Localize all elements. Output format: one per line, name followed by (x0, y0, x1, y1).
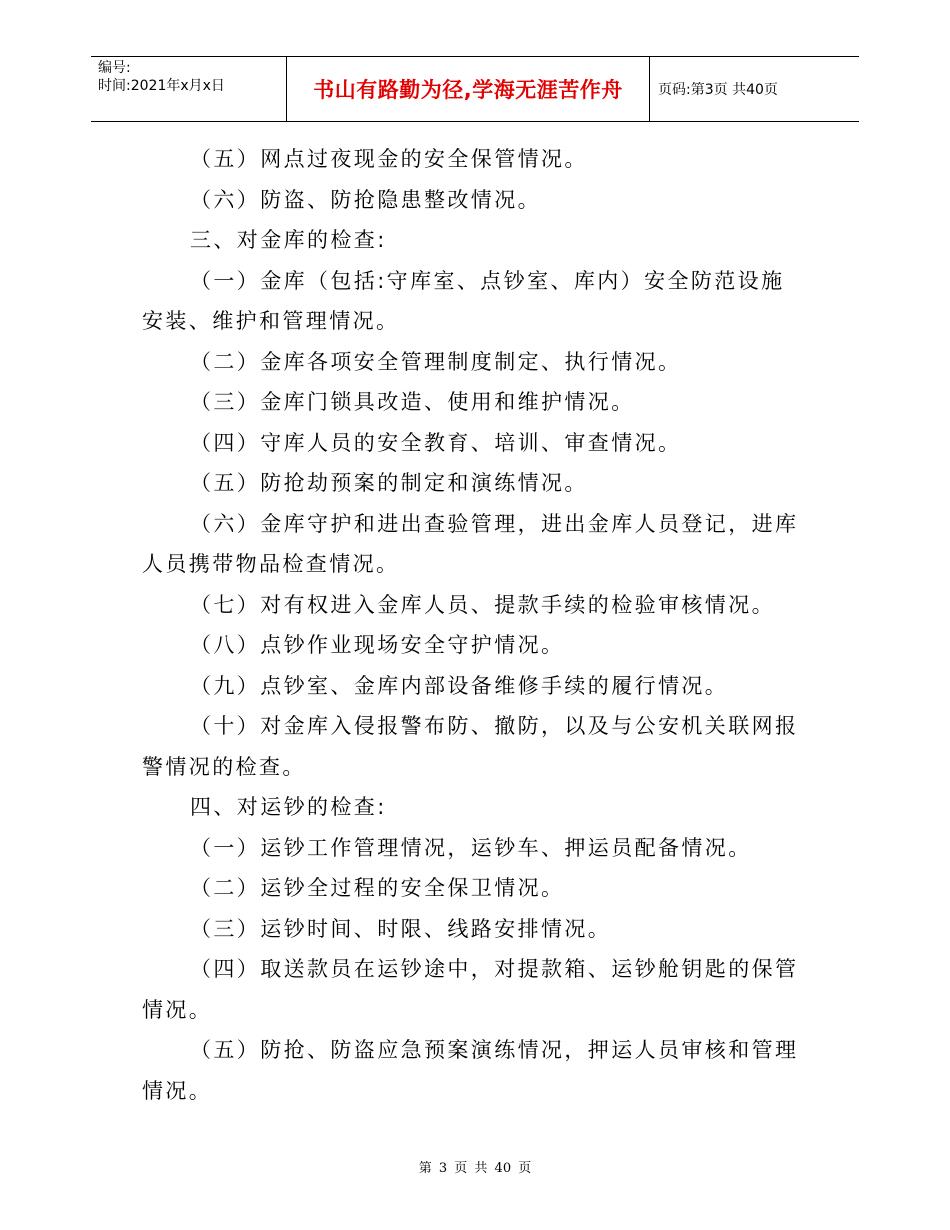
document-date: 时间:2021年x月x日 (98, 78, 225, 94)
body-line: （一）运钞工作管理情况，运钞车、押运员配备情况。 (190, 835, 752, 860)
body-line: （二）运钞全过程的安全保卫情况。 (190, 876, 565, 900)
body-line: （六）金库守护和进出查验管理，进出金库人员登记，进库 (190, 511, 799, 536)
body-line: （九）点钞室、金库内部设备维修手续的履行情况。 (190, 673, 729, 698)
section-heading: 三、对金库的检查: (190, 228, 387, 252)
body-line: （五）防抢、防盗应急预案演练情况，押运人员审核和管理 (190, 1038, 799, 1062)
body-line: （五）防抢劫预案的制定和演练情况。 (190, 471, 588, 495)
body-line: 安装、维护和管理情况。 (142, 309, 400, 333)
body-line: （三）运钞时间、时限、线路安排情况。 (190, 916, 612, 941)
body-line: （八）点钞作业现场安全守护情况。 (190, 633, 565, 657)
body-line: （二）金库各项安全管理制度制定、执行情况。 (190, 349, 682, 374)
section-heading: 四、对运钞的检查: (190, 795, 387, 819)
page-footer: 第 3 页 共 40 页 (418, 1161, 532, 1176)
body-line: （三）金库门锁具改造、使用和维护情况。 (190, 390, 635, 414)
body-line: （六）防盗、防抢隐患整改情况。 (190, 187, 541, 212)
body-line: （四）取送款员在运钞途中，对提款箱、运钞舱钥匙的保管 (190, 957, 799, 981)
header-motto: 书山有路勤为径,学海无涯苦作舟 (286, 57, 650, 121)
page-header (91, 56, 859, 122)
body-line: （一）金库（包括:守库室、点钞室、库内）安全防范设施 (190, 268, 785, 293)
body-line: 警情况的检查。 (142, 754, 306, 779)
header-meta (91, 57, 286, 121)
body-line: 情况。 (142, 997, 213, 1022)
body-line: 人员携带物品检查情况。 (142, 552, 400, 576)
document-body (142, 139, 817, 1111)
body-line: （十）对金库入侵报警布防、撤防，以及与公安机关联网报 (190, 714, 799, 738)
body-line: 情况。 (142, 1078, 213, 1103)
body-line: （七）对有权进入金库人员、提款手续的检验审核情况。 (190, 592, 775, 617)
body-line: （四）守库人员的安全教育、培训、审查情况。 (190, 430, 682, 455)
header-page-info: 页码:第3页 共40页 (658, 82, 778, 98)
document-number-label: 编号: (98, 60, 131, 76)
body-line: （五）网点过夜现金的安全保管情况。 (190, 147, 588, 171)
